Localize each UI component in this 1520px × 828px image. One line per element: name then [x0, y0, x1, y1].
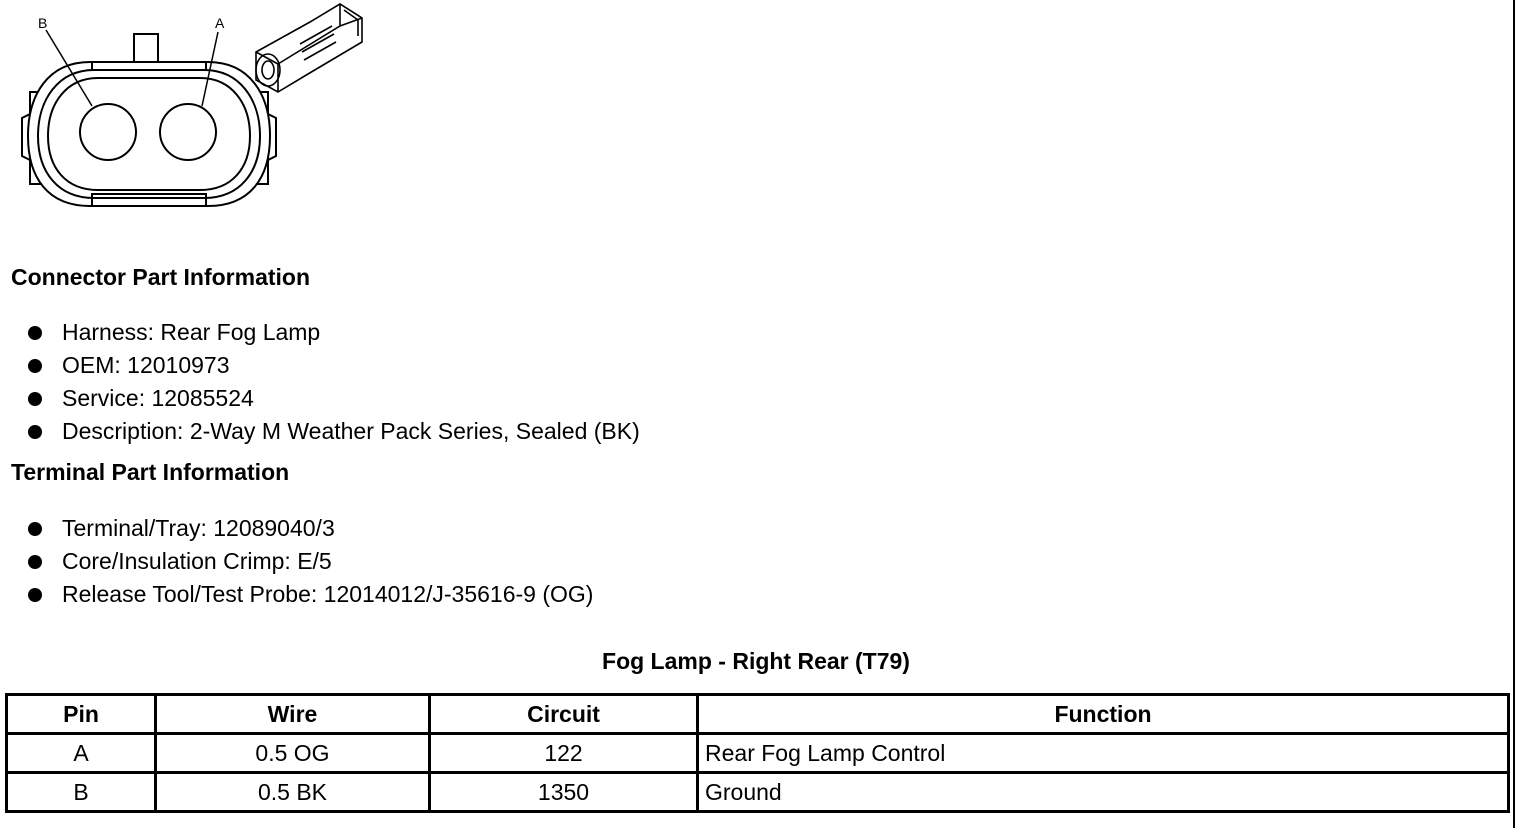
cell-pin: A — [7, 734, 156, 773]
bullet-icon — [28, 425, 42, 439]
cell-pin: B — [7, 773, 156, 812]
list-item — [28, 512, 593, 545]
column-header-circuit: Circuit — [430, 695, 698, 734]
list-item-text: OEM: 12010973 — [62, 352, 230, 378]
list-item — [28, 415, 640, 448]
list-item-text: Core/Insulation Crimp: E/5 — [62, 548, 332, 574]
column-header-pin: Pin — [7, 695, 156, 734]
pinout-table — [5, 693, 1510, 813]
table-header-row — [7, 695, 1509, 734]
connector-isometric-diagram — [240, 0, 370, 100]
list-item — [28, 349, 640, 382]
list-item — [28, 545, 593, 578]
cell-circuit: 1350 — [430, 773, 698, 812]
column-header-wire: Wire — [156, 695, 430, 734]
table-row — [7, 734, 1509, 773]
pin-label-b: B — [38, 15, 48, 31]
list-item-text: Description: 2-Way M Weather Pack Series, Sealed (BK) — [62, 418, 640, 444]
bullet-icon — [28, 522, 42, 536]
cell-wire: 0.5 OG — [156, 734, 430, 773]
list-item — [28, 316, 640, 349]
bullet-icon — [28, 326, 42, 340]
cell-wire: 0.5 BK — [156, 773, 430, 812]
page-right-border — [1513, 0, 1515, 828]
pin-label-a: A — [215, 15, 225, 31]
cell-function: Ground — [698, 773, 1509, 812]
list-item-text: Terminal/Tray: 12089040/3 — [62, 515, 335, 541]
connector-info-heading: Connector Part Information — [11, 264, 311, 290]
bullet-icon — [28, 359, 42, 373]
list-item — [28, 578, 593, 611]
cell-function: Rear Fog Lamp Control — [698, 734, 1509, 773]
terminal-info-list — [28, 512, 593, 611]
list-item-text: Service: 12085524 — [62, 385, 254, 411]
terminal-info-heading: Terminal Part Information — [11, 459, 290, 485]
list-item-text: Harness: Rear Fog Lamp — [62, 319, 321, 345]
cell-circuit: 122 — [430, 734, 698, 773]
column-header-function: Function — [698, 695, 1509, 734]
bullet-icon — [28, 392, 42, 406]
list-item — [28, 382, 640, 415]
list-item-text: Release Tool/Test Probe: 12014012/J-35616-9 (OG) — [62, 581, 594, 607]
connector-info-list — [28, 316, 640, 448]
bullet-icon — [28, 555, 42, 569]
pinout-table-title: Fog Lamp - Right Rear (T79) — [602, 648, 910, 674]
table-row — [7, 773, 1509, 812]
bullet-icon — [28, 588, 42, 602]
